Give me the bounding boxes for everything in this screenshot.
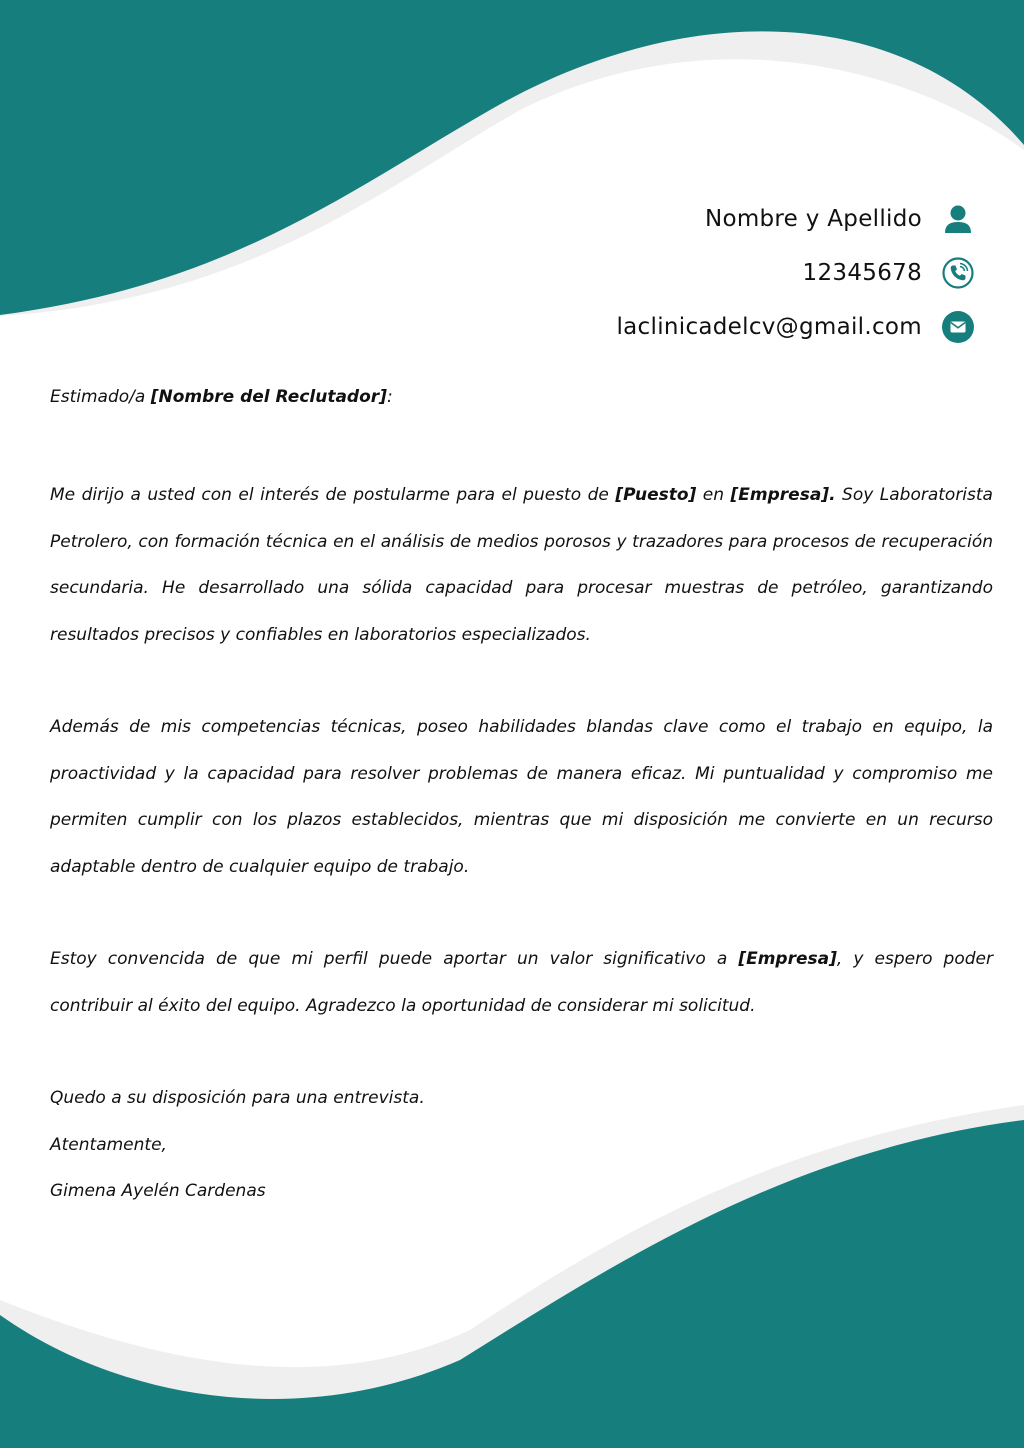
- signature: Gimena Ayelén Cardenas: [50, 1181, 266, 1201]
- paragraph-1: [50, 472, 993, 658]
- paragraph-2: Además de mis competencias técnicas, poseo habilidades blandas clave como el trabajo en equipo, la proactividad y la capacidad para resolver problemas de manera eficaz. Mi puntualidad y compromiso me permiten cumplir con los plazos establecidos, mientras que mi disposición me convierte en un recurso adaptable dentro de cualquier equipo de trabajo.: [50, 717, 993, 877]
- p1-text-2: en: [696, 485, 731, 505]
- greeting-prefix: Estimado/a: [50, 387, 151, 407]
- recruiter-name-placeholder: [Nombre del Reclutador]: [150, 387, 387, 407]
- contact-phone: 12345678: [802, 260, 922, 286]
- bottom-wave-decoration: [0, 1100, 1024, 1448]
- contact-email[interactable]: laclinicadelcv@gmail.com: [616, 314, 922, 340]
- greeting-suffix: :: [386, 387, 393, 407]
- mail-icon: [942, 311, 974, 343]
- bottom-wave-teal: [0, 1120, 1024, 1448]
- position-placeholder: [Puesto]: [615, 485, 697, 505]
- contact-name-row: [705, 192, 974, 246]
- signoff: Atentamente,: [50, 1134, 167, 1155]
- greeting: [50, 380, 993, 414]
- company-placeholder: [Empresa].: [730, 485, 836, 505]
- p1-text-3: Soy Laboratorista Petrolero, con formación técnica en el análisis de medios porosos y trazadores para procesos de recuperación secundaria. He desarrollado una sólida capacidad para procesar muestras de petróleo, garantizando resultados precisos y confiables en laboratorios especializados.: [50, 485, 993, 645]
- phone-icon: [942, 257, 974, 289]
- p1-text-1: Me dirijo a usted con el interés de postularme para el puesto de: [50, 485, 616, 505]
- contact-name: Nombre y Apellido: [704, 206, 922, 232]
- letter-body: [50, 380, 993, 1215]
- paragraph-3: [50, 936, 993, 1029]
- p3-text-2: , y espero poder contribuir al éxito del equipo. Agradezco la oportunidad de considerar mi solicitud.: [50, 949, 993, 1016]
- contact-email-row: [616, 300, 974, 354]
- closing-line: Quedo a su disposición para una entrevista.: [50, 1088, 425, 1108]
- contact-block: [616, 192, 974, 354]
- person-icon: [942, 203, 974, 235]
- contact-phone-row: [803, 246, 974, 300]
- p3-text-1: Estoy convencida de que mi perfil puede aportar un valor significativo a: [50, 949, 739, 969]
- company-placeholder-2: [Empresa]: [738, 949, 837, 969]
